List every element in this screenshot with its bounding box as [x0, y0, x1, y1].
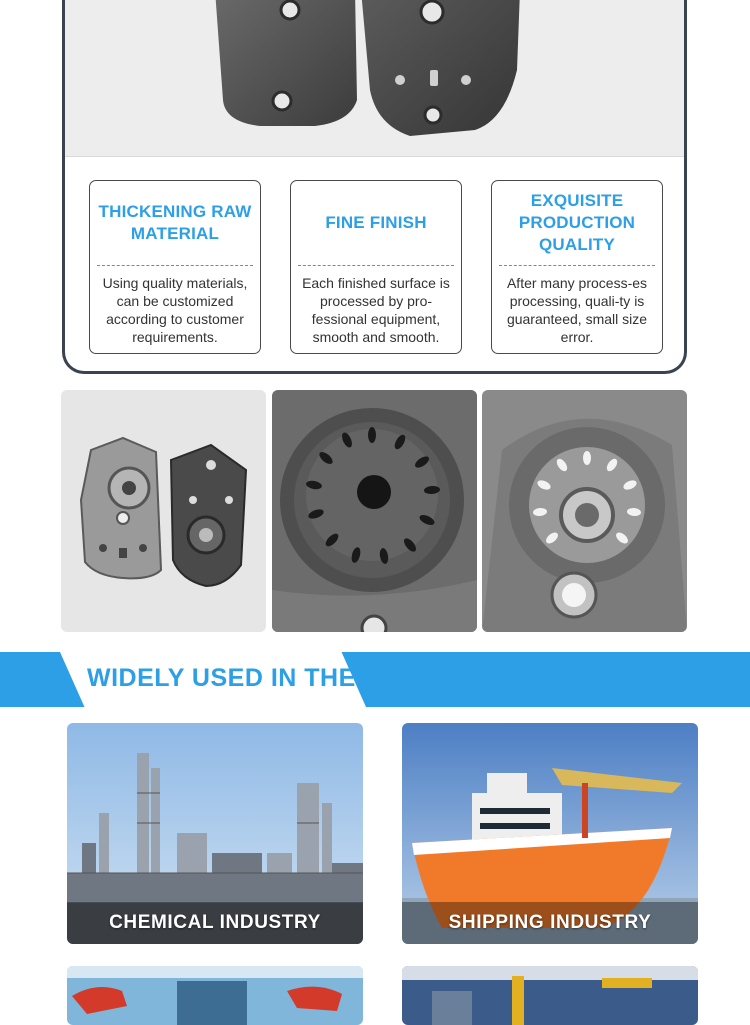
- feature-card-title: THICKENING RAW MATERIAL: [98, 202, 252, 243]
- robot-arm-image: [67, 966, 363, 1025]
- industry-label: SHIPPING INDUSTRY: [402, 902, 698, 944]
- product-photo-housings: [61, 390, 266, 632]
- feature-card-text: Each finished surface is processed by pro-fessional equipment, smooth and smooth.: [302, 275, 450, 345]
- feature-card-quality: [491, 180, 663, 354]
- feature-card-material: [89, 180, 261, 354]
- machinery-image: [402, 966, 698, 1025]
- product-photo-gear-face: [272, 390, 477, 632]
- feature-card-text: After many process-es processing, quali-ty is guaranteed, small size error.: [506, 275, 648, 345]
- gear-face-image: [272, 390, 477, 632]
- dashed-divider: [499, 265, 655, 266]
- dashed-divider: [298, 265, 454, 266]
- feature-panel: [62, 0, 687, 374]
- dashed-divider: [97, 265, 253, 266]
- industry-label: CHEMICAL INDUSTRY: [67, 902, 363, 944]
- cast-housing-image: [65, 0, 684, 157]
- feature-card-title: EXQUISITE PRODUCTION QUALITY: [518, 191, 636, 254]
- industry-tile-robotics[interactable]: [67, 966, 363, 1025]
- housing-interior-image: [482, 390, 687, 632]
- feature-card-title: FINE FINISH: [325, 213, 427, 232]
- industry-tile-machinery[interactable]: [402, 966, 698, 1025]
- feature-cards: [89, 180, 664, 354]
- housing-pair-image: [61, 390, 266, 632]
- section-banner: [0, 652, 750, 707]
- section-title: WIDELY USED IN THE: [87, 664, 356, 692]
- industry-tile-chemical[interactable]: [67, 723, 363, 944]
- feature-card-finish: [290, 180, 462, 354]
- industry-tile-shipping[interactable]: [402, 723, 698, 944]
- feature-card-text: Using quality materials, can be customized according to customer requirements.: [102, 275, 248, 345]
- product-photo-top: [65, 0, 684, 157]
- product-photo-housing-interior: [482, 390, 687, 632]
